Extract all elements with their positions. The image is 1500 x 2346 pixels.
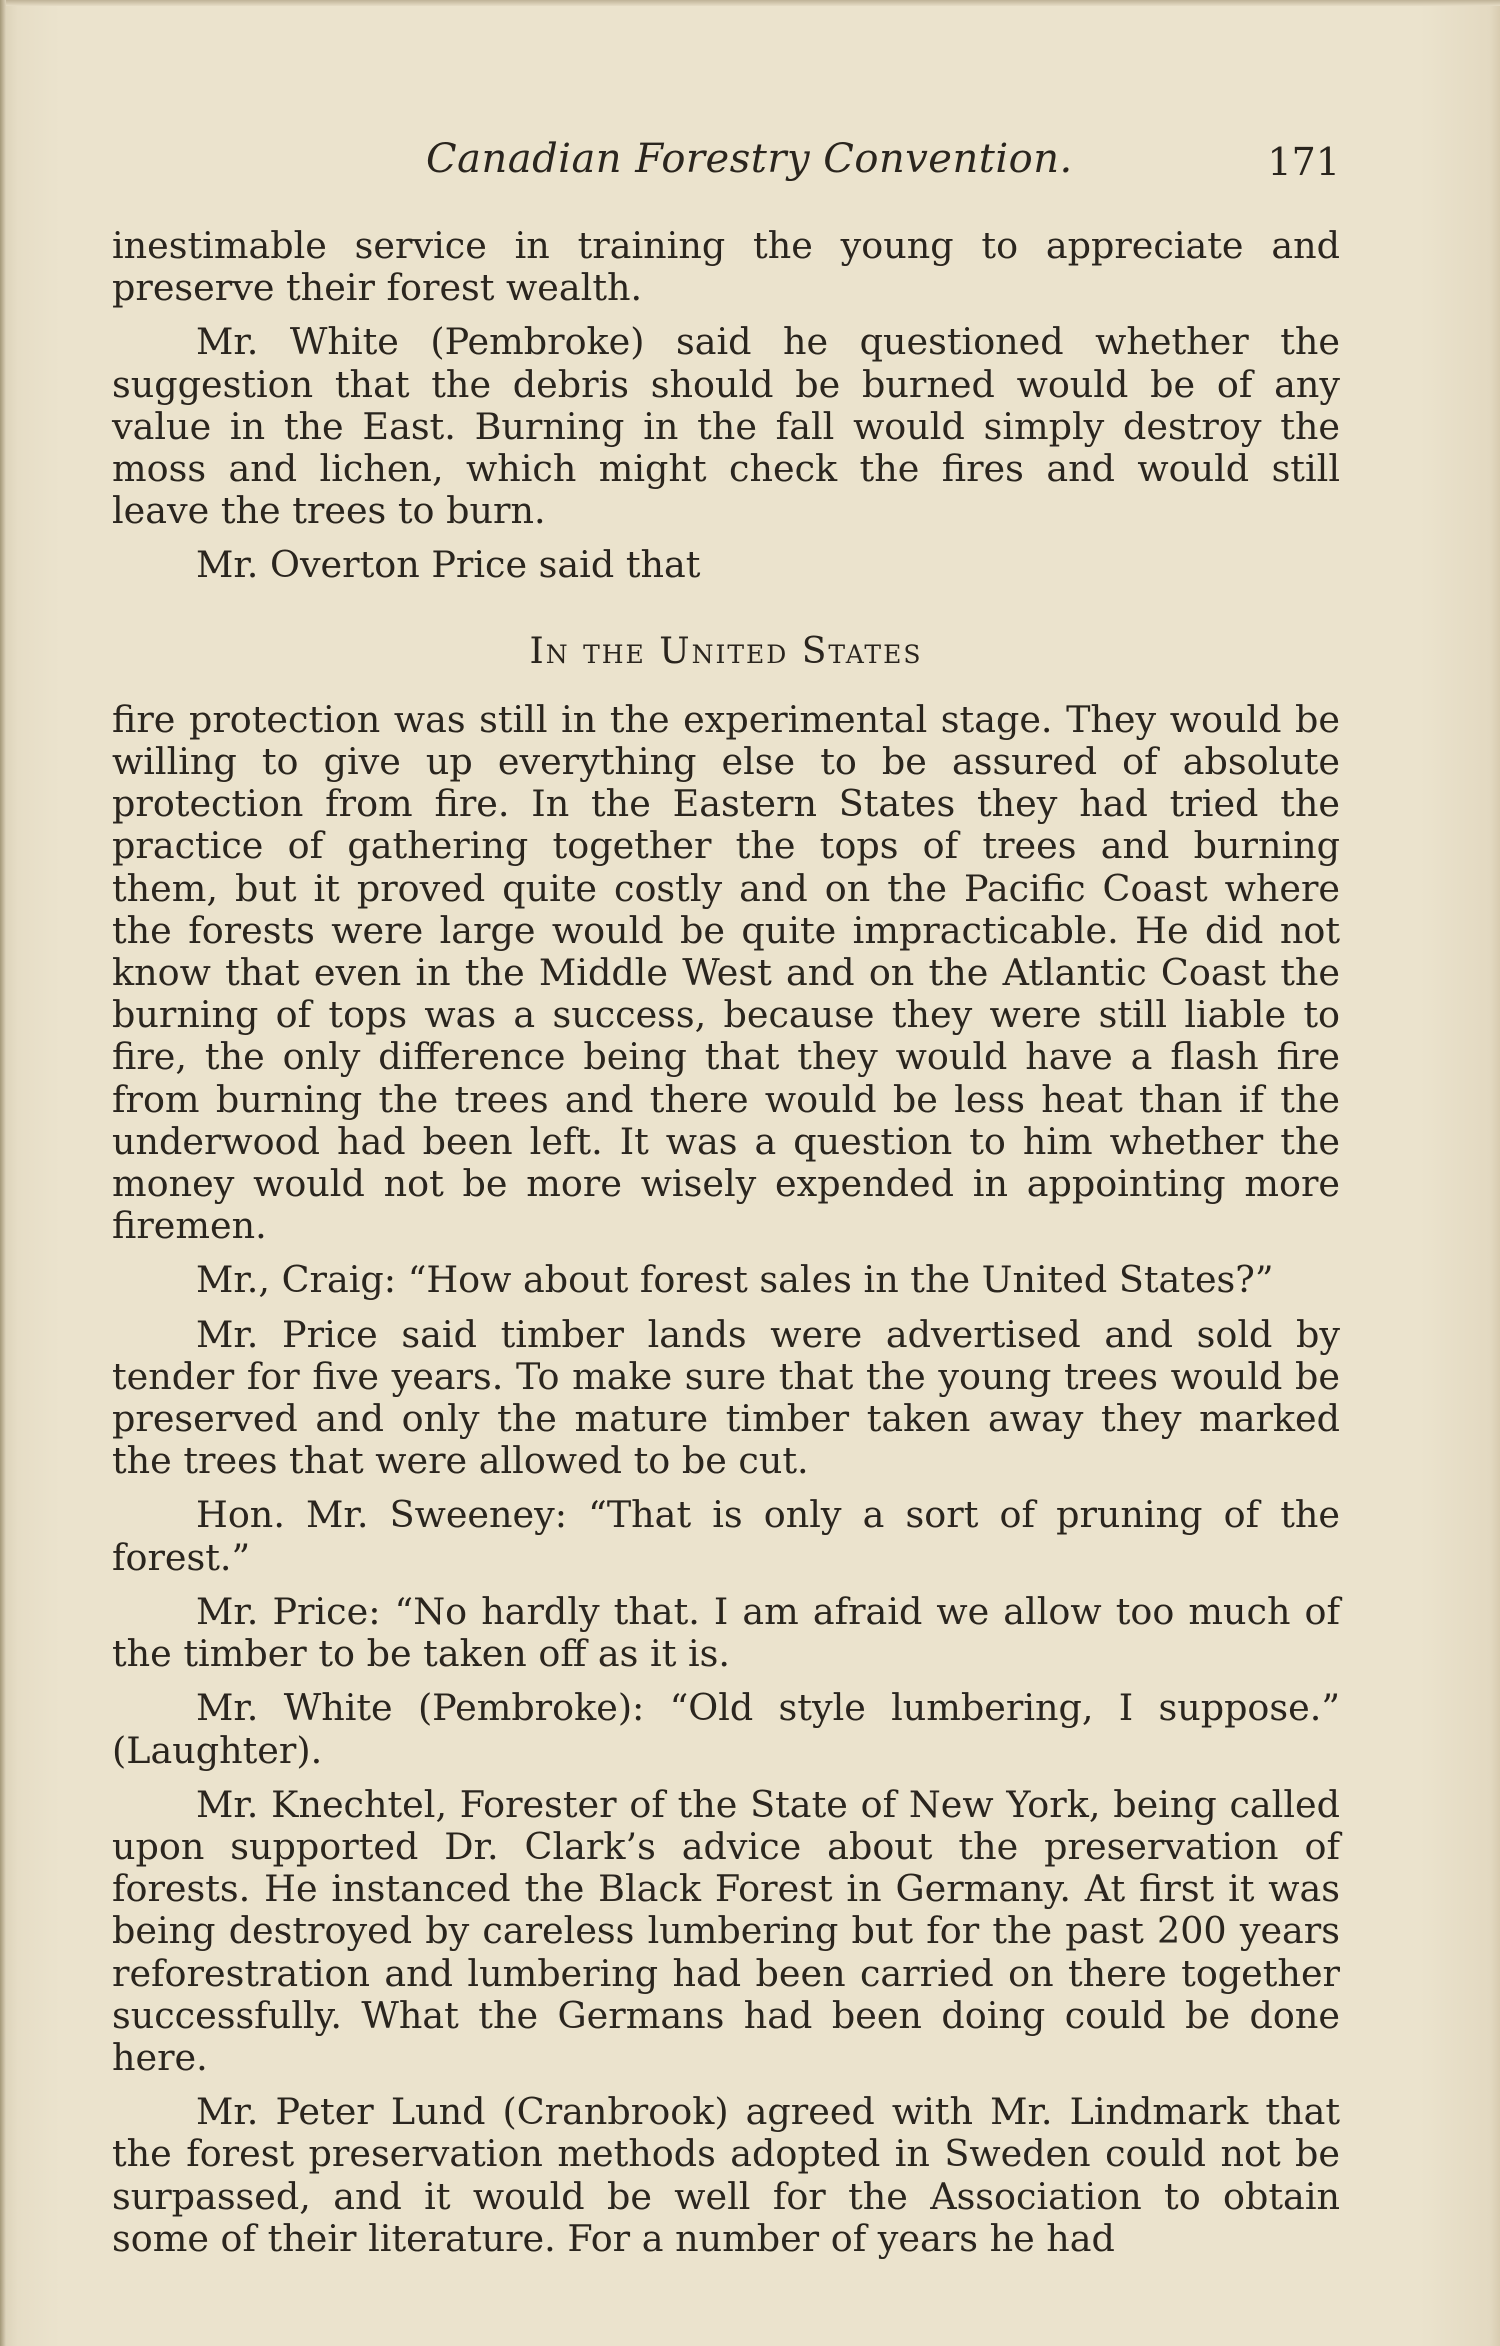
paragraph: Mr. White (Pembroke): “Old style lumbering, I suppose.” (Laughter). xyxy=(112,1686,1340,1772)
paragraph: Mr. Knechtel, Forester of the State of New York, being called upon supported Dr. Clark’s advice about the preservation of forests. He instanced the Black Forest in Germany. At first it was being destroyed by careless lumbering but for the past 200 years reforestration and lumbering had been carried on there together successfully. What the Germans had been doing could be done here. xyxy=(112,1782,1340,2079)
paragraph: Mr. White (Pembroke) said he questioned whether the suggestion that the debris should be burned would be of any value in the East. Burning in the fall would simply destroy the moss and lichen, which might check the fires and would still leave the trees to burn. xyxy=(112,320,1340,533)
section-heading: In the United States xyxy=(529,630,923,672)
paragraph: fire protection was still in the experimental stage. They would be willing to give up everything else to be assured of absolute protection from fire. In the Eastern States they had tried the practice of gathering together the tops of trees and burning them, but it proved quite costly and on the Pacific Coast where the forests were large would be quite impracticable. He did not know that even in the Middle West and on the Atlantic Coast the burning of tops was a success, because they were still liable to fire, the only difference being that they would have a flash fire from burning the trees and there would be less heat than if the underwood had been left. It was a question to him whether the money would not be more wisely expended in appointing more firemen. xyxy=(112,697,1340,1248)
paragraph: Hon. Mr. Sweeney: “That is only a sort of pruning of the forest.” xyxy=(112,1493,1340,1579)
paragraph-continued: inestimable service in training the young to appreciate and preserve their forest wealth. xyxy=(112,224,1340,310)
body-text xyxy=(112,225,1340,2272)
running-title: Canadian Forestry Convention. xyxy=(426,136,1073,182)
page-number: 171 xyxy=(1267,140,1340,184)
paragraph: Mr., Craig: “How about forest sales in the United States?” xyxy=(196,1258,1274,1302)
paragraph: Mr. Price: “No hardly that. I am afraid we allow too much of the timber to be taken off as it is. xyxy=(112,1589,1340,1676)
page-edge-top xyxy=(0,0,1500,6)
paragraph: Mr. Overton Price said that xyxy=(196,543,701,587)
paragraph: Mr. Price said timber lands were advertised and sold by tender for five years. To make sure that the young trees would be preserved and only the mature timber taken away they marked the trees that were allowed to be cut. xyxy=(112,1312,1340,1483)
page-edge-left xyxy=(0,0,6,2346)
paragraph: Mr. Peter Lund (Cranbrook) agreed with Mr. Lindmark that the forest preservation methods adopted in Sweden could not be surpassed, and it would be well for the Association to obtain some of their literature. For a number of years he had xyxy=(112,2090,1340,2260)
running-head xyxy=(110,136,1340,196)
